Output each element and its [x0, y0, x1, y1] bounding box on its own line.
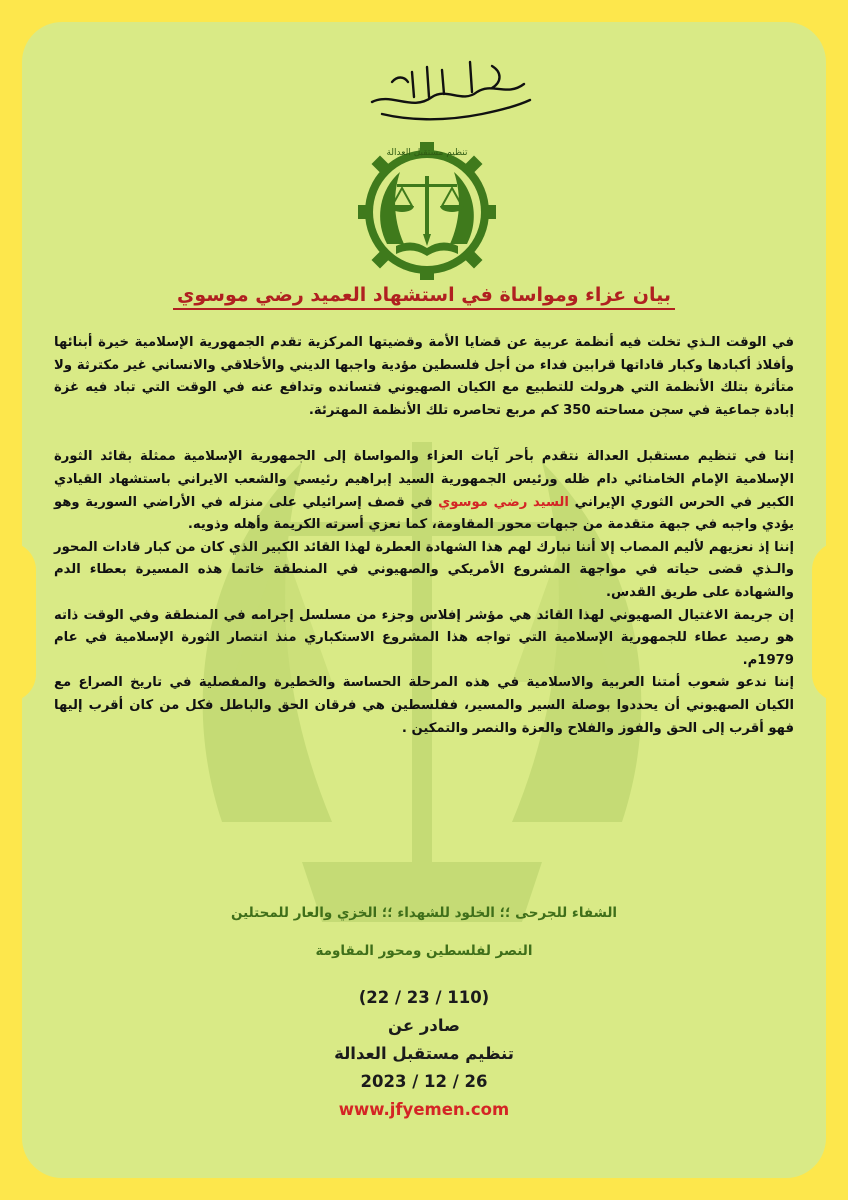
paragraph-1: في الوقت الـذي تخلت فيه أنظمة عربية عن قضايا الأمة وقضيتها المركزية تقدم الجمهورية الإسلامية خيرة أبنائها وأفلاذ أكبادها وكبار قاداتها قرابين فداء من أجل فلسطين مؤدية واجبها الديني والأخلاقي والانساني غير مكترثة ولا متأثرة بتلك الأنظمة التي هرولت للتطبيع مع الكيان الصهيوني فتسانده وتدافع عنه في الوقت التي تباد فيه غزة إبادة جماعية في سجن مساحته 350 كم مربع تحاصره تلك الأنظمة المهترئة.: [54, 335, 794, 418]
statement-card: [22, 22, 826, 1178]
logo-caption: تنظيم مستقبل العدالة: [386, 148, 468, 158]
slogans: [22, 894, 826, 970]
paragraph-4: إن جريمة الاغتيال الصهيوني لهذا القائد هي مؤشر إفلاس وجزء من مسلسل إجرامه في المنطقة وفي الوقت ذاته هو رصيد عطاء للجمهورية الإسلامية التي تواجه هذا المشروع الاستكباري منذ انتصار الثورة الإسلامية في عام 1979م.: [54, 607, 794, 668]
slogan-line-2: النصر لفلسطين ومحور المقاومة: [315, 943, 533, 959]
paragraph-2-end: في قصف إسرائيلي على منزله في الأراضي السورية وهو يؤدي واجبه في جبهة متقدمة من جبهات محور المقاومة، كما نعزي أسرته الكريمة وأهله وذويه.: [54, 494, 794, 533]
left-notch: [22, 542, 36, 702]
statement-title: بيان عزاء ومواساة في استشهاد العميد رضي موسوي: [173, 284, 675, 310]
martyr-name: السيد رضي موسوي: [438, 494, 569, 510]
statement-footer: [22, 984, 826, 1124]
paragraph-2-start: إننا في تنظيم مستقبل العدالة نتقدم بأحر آيات العزاء والمواساة إلى الجمهورية الإسلامية ممثلة بقائد الثورة الإسلامية الإمام الخامنائي دام ظله ورئيس الجمهورية السيد إبراهيم رئيسي والشعب الايراني باستشهاد القيادي الكبير في الحرس الثوري الإيراني: [54, 449, 794, 510]
statement-title-wrap: [22, 284, 826, 306]
website-link[interactable]: www.jfyemen.com: [338, 1100, 510, 1119]
paragraph-2: [54, 446, 794, 536]
paragraph-3: إننا إذ نعزيهم لأليم المصاب إلا أننا نبارك لهم هذا الشهادة العطرة لهذا القائد الكبير الذي كان من كبار قادات المحور والـذي قضى حياته في مواجهة المشروع الأمريكي والصهيوني في المنطقة خاتما هذه المسيرة بعطاء الدم والشهادة على طريق القدس.: [54, 539, 794, 600]
basmala-calligraphy: [352, 42, 542, 132]
right-notch: [812, 542, 826, 702]
organization-name: تنظيم مستقبل العدالة: [334, 1044, 514, 1063]
issued-by-label: صادر عن: [388, 1016, 460, 1035]
issue-date: 2023 / 12 / 26: [360, 1072, 488, 1091]
reference-number: (22 / 23 / 110): [358, 988, 490, 1007]
paragraph-5: إننا ندعو شعوب أمتنا العربية والاسلامية في هذه المرحلة الحساسة والخطيرة والمفصلية في تاريخ الصراع مع الكيان الصهيوني أن يحددوا بوصلة السير والمسير، ففلسطين هي فرقان الحق والباطل فكل من كان أقرب إليها فهو أقرب إلى الحق والفوز والفلاح والعزة والنصر والتمكين .: [54, 675, 794, 736]
slogan-line-1: الشفاء للجرحى ؛؛ الخلود للشهداء ؛؛ الخزي والعار للمحتلين: [230, 905, 618, 921]
statement-body: [54, 332, 794, 740]
